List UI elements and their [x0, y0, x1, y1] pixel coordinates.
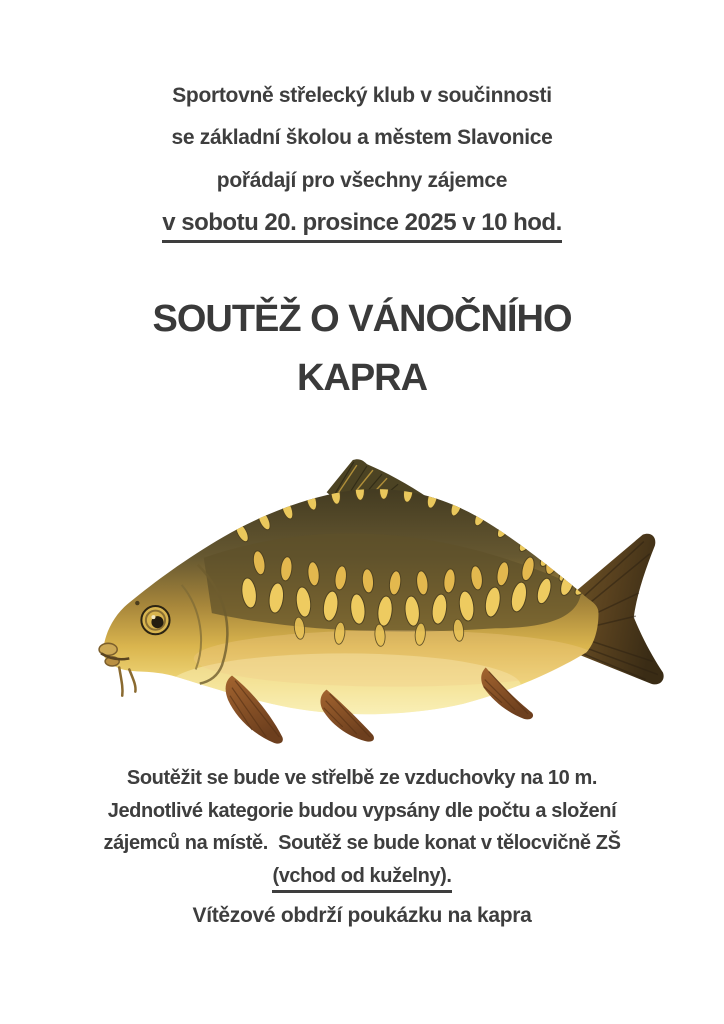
carp-svg [93, 452, 667, 744]
details-line-2: Jednotlivé kategorie budou vypsány dle počtu a složení [107, 800, 617, 822]
date-line-underlined-text: v sobotu 20. prosince 2025 v 10 hod. [162, 209, 561, 243]
footer-line: Vítězové obdrží poukázku na kapra [192, 904, 532, 927]
intro-line-2: se základní školou a městem Slavonice [171, 126, 553, 149]
poster-title-line-2: KAPRA [296, 357, 428, 399]
carp-eye [141, 606, 169, 634]
details-line-4 [0, 865, 724, 893]
intro-line-1: Sportovně střelecký klub v součinnosti [172, 84, 552, 107]
date-line [0, 209, 724, 243]
carp-illustration [93, 452, 667, 744]
poster-title-line-1: SOUTĚŽ O VÁNOČNÍHO [152, 298, 572, 340]
details-line-3: zájemců na místě. Soutěž se bude konat v tělocvičně ZŠ [103, 832, 621, 854]
carp-barbels [119, 667, 135, 695]
details-line-1: Soutěžit se bude ve střelbě ze vzduchovky na 10 m. [126, 767, 598, 789]
intro-line-3: pořádají pro všechny zájemce [216, 169, 508, 192]
entrance-note-underlined-text: (vchod od kuželny). [272, 865, 451, 893]
carp-nostril [135, 601, 139, 605]
